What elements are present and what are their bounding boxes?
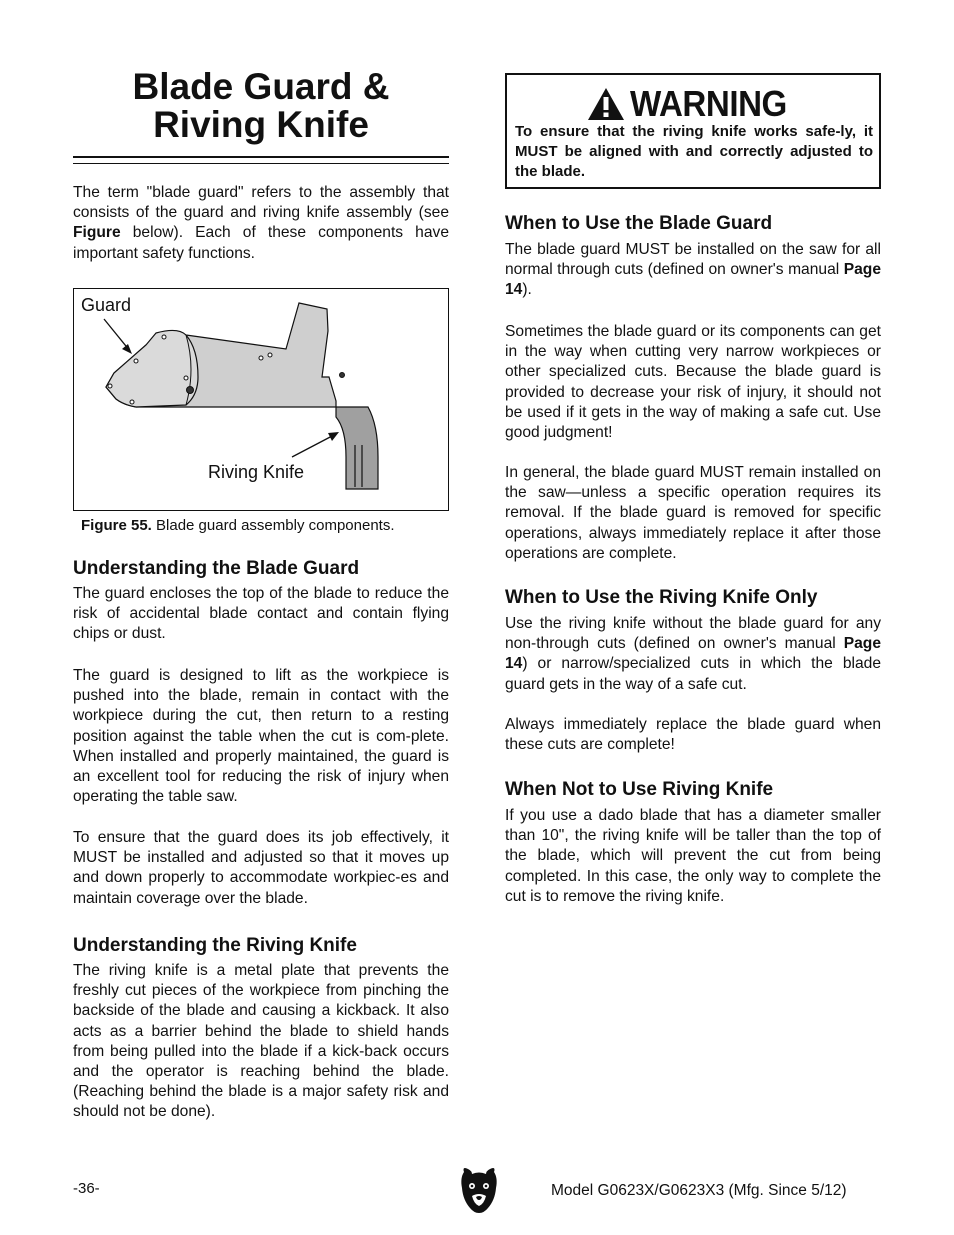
understanding-guard-p2: The guard is designed to lift as the workpiece is pushed into the blade, remain in contact with the workpiece during the cut, then return to a resting position against the table when the cut is com-plete. When installed and properly maintained, the guard is an excellent tool for reducing the risk of injury when operating the table saw. bbox=[73, 667, 449, 806]
guard-pin bbox=[130, 400, 134, 404]
title-rule-thick bbox=[73, 156, 449, 158]
caption-text: Blade guard assembly components. bbox=[151, 517, 395, 534]
guard-bolt bbox=[340, 373, 345, 378]
intro-text-1: The term "blade guard" refers to the assembly that consists of the guard and riving knife assembly (see bbox=[73, 184, 449, 222]
heading-understanding-guard: Understanding the Blade Guard bbox=[73, 558, 360, 579]
bear-logo-icon bbox=[458, 1166, 500, 1214]
when-not-knife-p1: If you use a dado blade that has a diameter smaller than 10", the riving knife will be taller than the top of the blade, which will prevent the cut from being completed. In this case, the only way to complete the cut is to remove the riving knife. bbox=[505, 807, 881, 905]
guard-arrowhead bbox=[122, 344, 132, 354]
when-guard-p1-text: The blade guard MUST be installed on the saw for all normal through cuts (defined on owner's manual bbox=[505, 241, 881, 279]
when-knife-only-p1 bbox=[505, 614, 881, 695]
guard-pin bbox=[162, 335, 166, 339]
heading-understanding-knife: Understanding the Riving Knife bbox=[73, 935, 357, 956]
title-line-2: Riving Knife bbox=[153, 104, 369, 145]
when-knife-only-p2: Always immediately replace the blade guard when these cuts are complete! bbox=[505, 716, 881, 754]
warning-word: WARNING bbox=[629, 83, 787, 124]
title-line-1: Blade Guard & bbox=[132, 66, 390, 107]
guard-pin bbox=[268, 353, 272, 357]
understanding-knife-p1: The riving knife is a metal plate that prevents the freshly cut pieces of the workpiece from pinching the backside of the blade and causing a kickback. It also acts as a barrier behind the blade to shield hands from being pulled into the blade if a kick-back occurs and the operator is reaching behind the blade. (Reaching behind the blade is a major safety risk and should not be done). bbox=[73, 962, 449, 1121]
caption-number: Figure 55. bbox=[81, 517, 152, 534]
intro-figure-ref: Figure bbox=[73, 224, 121, 242]
when-guard-p2: Sometimes the blade guard or its components can get in the way when cutting very narrow workpieces or other specialized cuts. Because the blade guard is provided to decrease your risk of injury, it should not be used if it gets in the way of making a safe cut. Use good judgment! bbox=[505, 323, 881, 442]
heading-when-knife-only: When to Use the Riving Knife Only bbox=[505, 587, 818, 608]
guard-front-cover bbox=[106, 330, 198, 407]
title-rule-thin bbox=[73, 163, 449, 164]
when-knife-only-page-ref: Page 14 bbox=[505, 635, 881, 673]
warning-text: To ensure that the riving knife works safe-ly, it MUST be aligned with and correctly adjusted to the blade. bbox=[515, 123, 873, 181]
riving-knife-leader-line bbox=[292, 435, 334, 457]
label-riving-knife: Riving Knife bbox=[208, 462, 305, 482]
guard-bolt bbox=[187, 387, 194, 394]
when-guard-p3: In general, the blade guard MUST remain installed on the saw—unless a specific operation requires its removal. If the blade guard is removed for specific operations, always immediately replace it after those operations are complete. bbox=[505, 464, 881, 562]
warning-box bbox=[505, 73, 881, 189]
when-knife-only-p1-end: ) or narrow/specialized cuts in which the blade guard gets in the way of a safe cut. bbox=[505, 655, 881, 693]
model-footer: Model G0623X/G0623X3 (Mfg. Since 5/12) bbox=[551, 1182, 847, 1199]
label-guard: Guard bbox=[81, 295, 132, 315]
guard-pin bbox=[184, 376, 188, 380]
guard-pin bbox=[259, 356, 263, 360]
understanding-guard-p1: The guard encloses the top of the blade to reduce the risk of accidental blade contact and contain flying chips or dust. bbox=[73, 585, 449, 643]
figure-55 bbox=[73, 288, 449, 511]
heading-when-not-knife: When Not to Use Riving Knife bbox=[505, 779, 774, 800]
intro-paragraph bbox=[73, 183, 449, 264]
heading-when-guard: When to Use the Blade Guard bbox=[505, 213, 773, 234]
figure-caption bbox=[81, 516, 395, 536]
when-knife-only-p1-text: Use the riving knife without the blade guard for any non-through cuts (defined on owner's manual bbox=[505, 615, 881, 653]
intro-text-2: below). Each of these components have important safety functions. bbox=[73, 224, 449, 262]
page-title bbox=[73, 68, 449, 144]
guard-pin bbox=[134, 359, 138, 363]
when-guard-page-ref: Page 14 bbox=[505, 261, 881, 299]
warning-triangle-icon bbox=[586, 86, 626, 122]
warning-header bbox=[507, 83, 879, 125]
riving-knife-arrowhead bbox=[328, 432, 339, 441]
page-number: -36- bbox=[73, 1180, 100, 1197]
riving-knife-shape bbox=[336, 407, 378, 489]
when-guard-p1-end: ). bbox=[522, 281, 532, 299]
understanding-guard-p3: To ensure that the guard does its job effectively, it MUST be installed and adjusted so that it moves up and down properly to accommodate workpiec-es and maintain coverage over the blade. bbox=[73, 829, 449, 907]
guard-pin bbox=[108, 384, 112, 388]
when-guard-p1 bbox=[505, 240, 881, 301]
